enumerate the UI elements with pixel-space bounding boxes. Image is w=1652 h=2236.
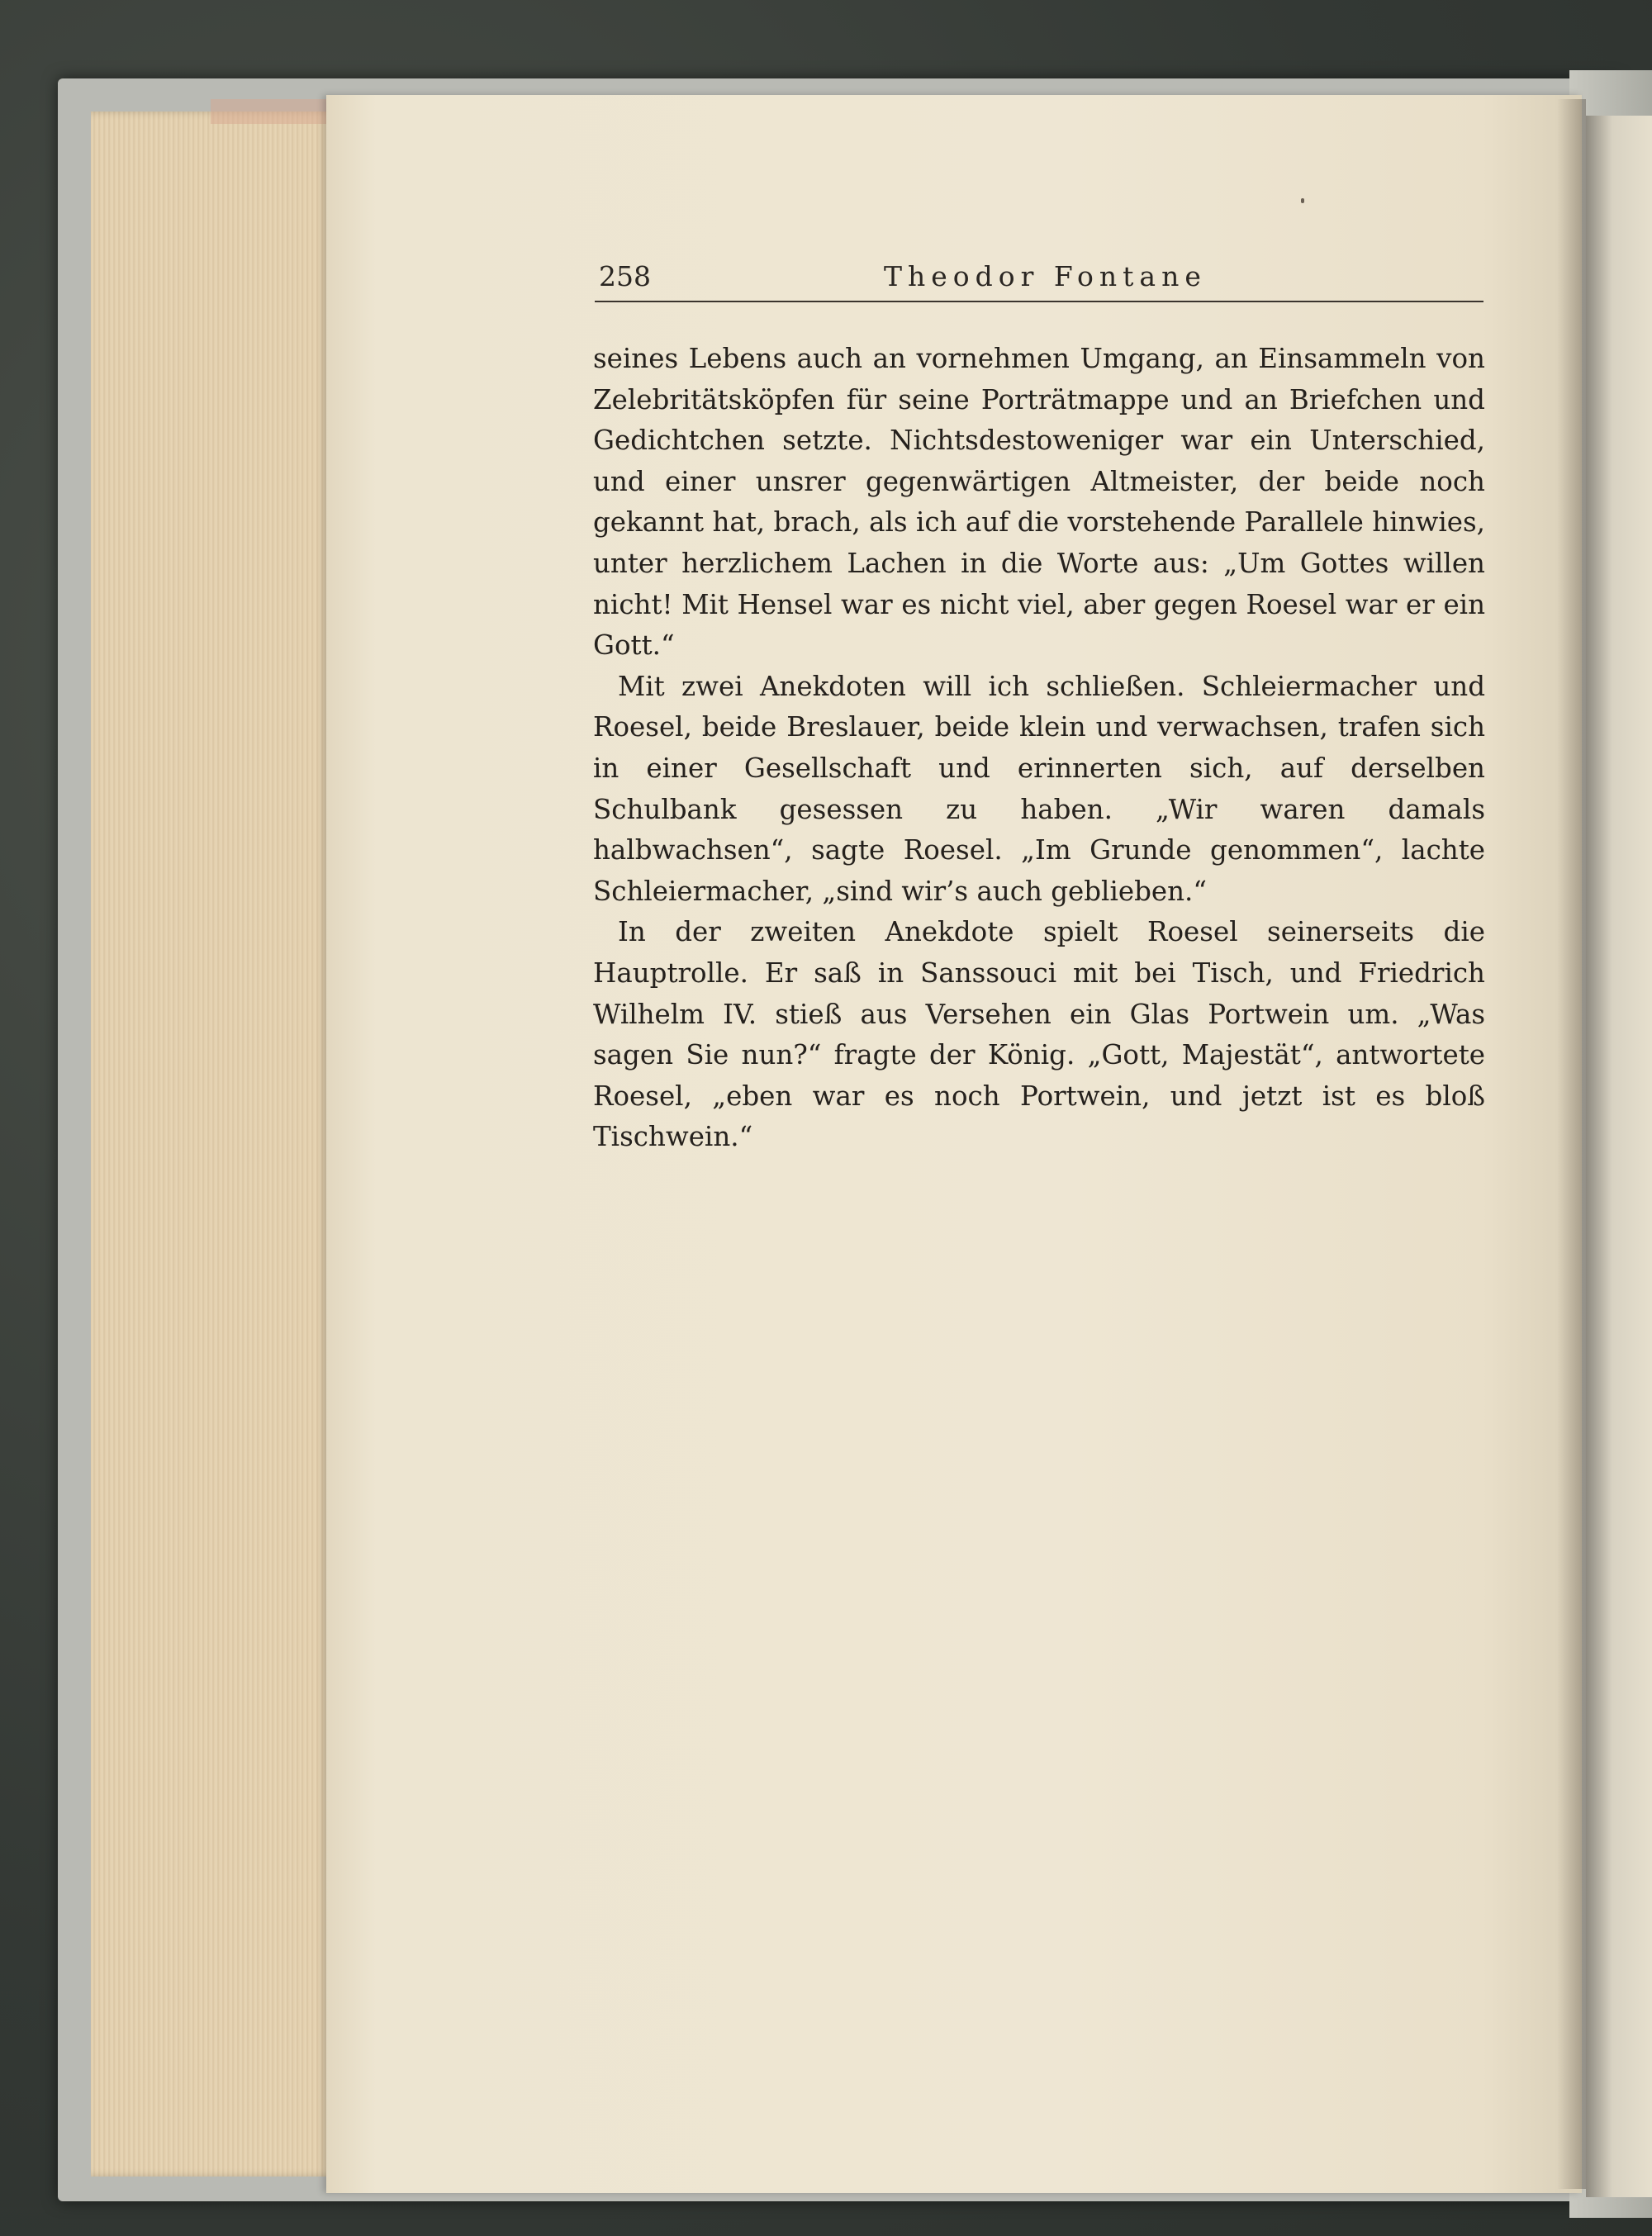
paragraph: Mit zwei Anekdoten will ich schließen. Schleiermacher und Roesel, beide Breslauer, beide klein und verwachsen, trafen sich in einer Gesellschaft und erinnerten sich, auf derselben Schulbank gesessen zu haben. „Wir waren damals halbwachsen“, sagte Roesel. „Im Grunde genommen“, lachte Schleiermacher, „sind wir’s auch geblieben.“: [593, 670, 1485, 907]
page-edges-stack: [91, 112, 339, 2177]
page-edges-top-tint: [211, 99, 343, 124]
paragraph: In der zweiten Anekdote spielt Roesel seinerseits die Hauptrolle. Er saß in Sanssouci mit bei Tisch, und Friedrich Wilhelm IV. stieß aus Versehen ein Glas Portwein um. „Was sagen Sie nun?“ fragte der König. „Gott, Majestät“, antwortete Roesel, „eben war es noch Portwein, und jetzt ist es bloß Tischwein.“: [593, 916, 1485, 1153]
paper-speck: [1301, 198, 1304, 203]
page-number: 258: [599, 260, 651, 292]
facing-page-edge: [1586, 116, 1652, 2197]
page-gutter-shadow: [1557, 99, 1586, 2189]
header-rule: [595, 301, 1483, 302]
paragraph: seines Lebens auch an vornehmen Umgang, an Einsammeln von Zelebritätsköpfen für seine Porträtmappe und an Briefchen und Gedichtchen setzte. Nichtsdestoweniger war ein Unterschied, und einer unsrer gegenwärtigen Altmeister, der beide noch gekannt hat, brach, als ich auf die vorstehende Parallele hinwies, unter herzlichem Lachen in die Worte aus: „Um Gottes willen nicht! Mit Hensel war es nicht viel, aber gegen Roesel war er ein Gott.“: [593, 343, 1485, 662]
body-text: [593, 339, 1485, 1158]
page-header: [599, 260, 1483, 303]
running-title: Theodor Fontane: [884, 260, 1207, 292]
